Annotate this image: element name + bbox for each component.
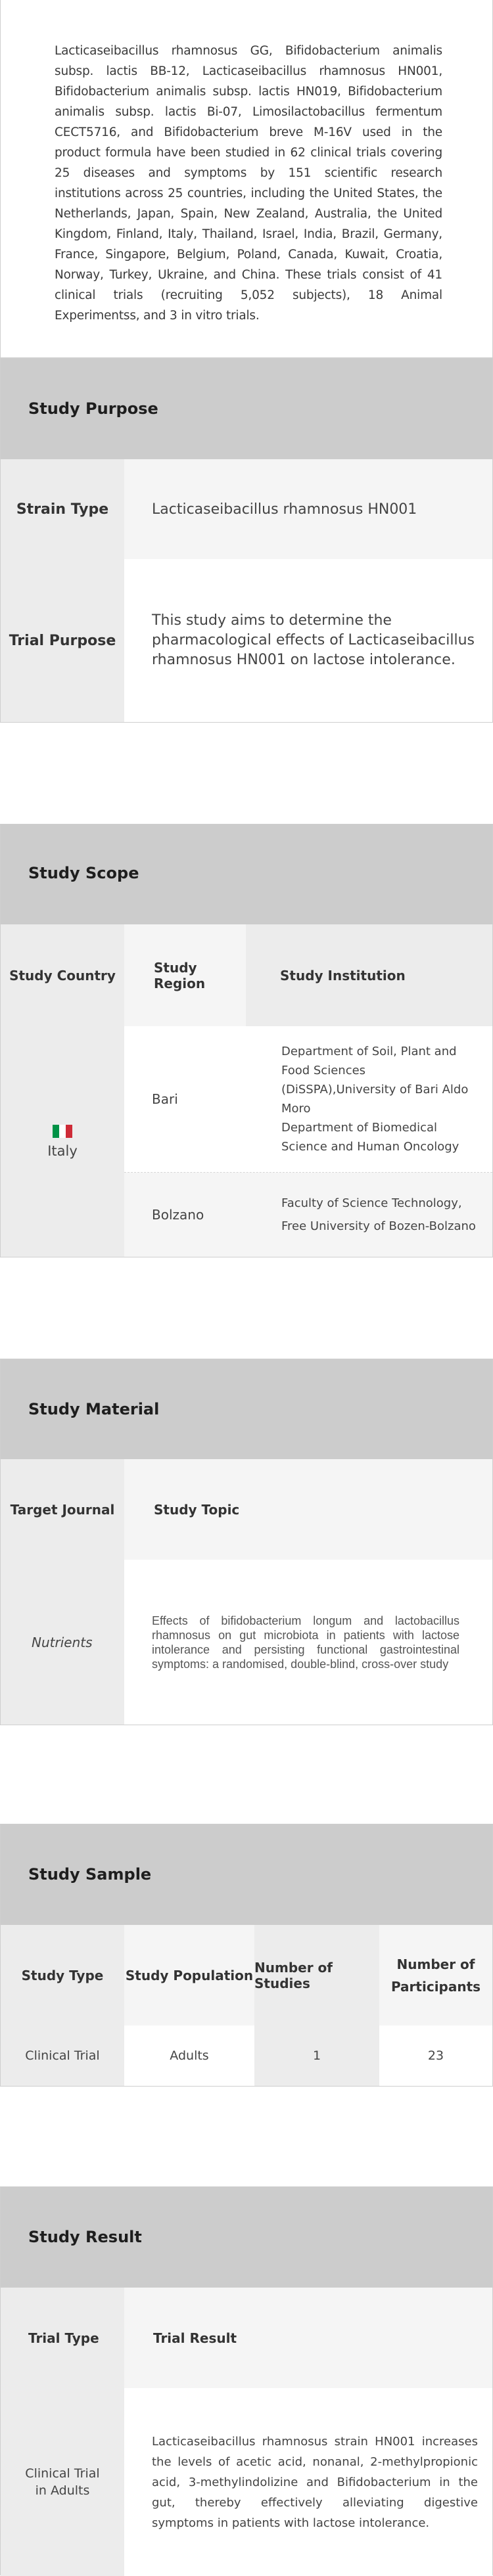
col-study-population: Study Population <box>125 1967 254 1983</box>
col-study-type: Study Type <box>21 1967 104 1983</box>
study-purpose-header <box>1 359 492 459</box>
col-trial-result: Trial Result <box>153 2330 237 2346</box>
journal-cell <box>1 1560 124 1725</box>
col-trial-type-cell <box>1 2288 124 2388</box>
trial-type-value: Clinical Trial in Adults <box>25 2466 100 2498</box>
trial-result-cell <box>124 2388 492 2576</box>
country-cell <box>1 1026 124 1257</box>
trial-purpose-value-cell <box>124 559 492 722</box>
study-purpose-section <box>0 358 493 723</box>
study-scope-header <box>1 825 492 924</box>
intro-section <box>0 0 493 358</box>
italy-flag-icon <box>53 1125 72 1138</box>
trial-result-value: Lacticaseibacillus rhamnosus strain HN001 increases the levels of acetic acid, nonanal, 2-methylpropionic acid, 3-methylindolizine and Bifidobacterium in the gut, thereby effectively alleviating digestive symptoms in patients with lactose intolerance. <box>152 2434 478 2530</box>
strain-type-label: Strain Type <box>16 501 109 518</box>
participants-cell <box>379 2025 492 2086</box>
study-material-title: Study Material <box>28 1400 160 1418</box>
col-journal-cell <box>1 1459 124 1560</box>
study-material-section <box>0 1359 493 1725</box>
topic-cell <box>124 1560 492 1725</box>
trial-purpose-label: Trial Purpose <box>9 632 116 649</box>
study-scope-section <box>0 824 493 1257</box>
col-country-cell <box>1 924 124 1026</box>
strain-type-value-cell <box>124 459 492 559</box>
col-participants-cell <box>379 1925 492 2025</box>
country-name: Italy <box>47 1142 78 1159</box>
region-bolzano-cell <box>124 1173 246 1257</box>
col-institution-cell <box>246 924 492 1026</box>
study-scope-title: Study Scope <box>28 864 139 882</box>
region-bolzano: Bolzano <box>152 1207 204 1223</box>
study-population-value: Adults <box>170 2048 209 2063</box>
col-journal: Target Journal <box>10 1501 115 1518</box>
number-of-participants-value: 23 <box>427 2048 444 2063</box>
type-cell <box>1 2025 124 2086</box>
study-result-header <box>1 2187 492 2288</box>
institution-bari-cell <box>246 1026 492 1172</box>
study-purpose-title: Study Purpose <box>28 399 158 418</box>
journal-name: Nutrients <box>32 1634 93 1650</box>
region-bari-cell <box>124 1026 246 1172</box>
col-country: Study Country <box>9 967 116 983</box>
study-result-section <box>0 2186 493 2575</box>
col-region-cell <box>124 924 246 1026</box>
study-material-header <box>1 1359 492 1459</box>
col-region: Study Region <box>154 959 206 991</box>
region-bari: Bari <box>152 1091 178 1107</box>
col-topic-cell <box>124 1459 492 1560</box>
col-number-of-participants: Number of Participants <box>390 1956 481 1995</box>
col-type-cell <box>1 1925 124 2025</box>
study-sample-section <box>0 1824 493 2087</box>
col-number-of-studies: Number of Studies <box>254 1959 333 1991</box>
study-type-value: Clinical Trial <box>25 2048 100 2063</box>
intro-text: Lacticaseibacillus rhamnosus GG, Bifidobacterium animalis subsp. lactis BB-12, Lacticaseibacillus rhamnosus HN001, Bifidobacterium animalis subsp. lactis HN019, Bifidobacterium animalis subsp. lactis Bi-07, Limosilactobacillus fermentum CECT5716, and Bifidobacterium breve M-16V used in the product formula have been studied in 62 clinical trials covering 25 diseases and symptoms by 151 scientific research institutions across 25 countries, including the United States, the Netherlands, Japan, Spain, New Zealand, Australia, the United Kingdom, Finland, Italy, Thailand, Israel, India, Brazil, Germany, France, Singapore, Belgium, Poland, Canada, Kuwait, Croatia, Norway, Turkey, Ukraine, and China. These trials consist of 41 clinical trials (recruiting 5,052 subjects), 18 Animal Experimentss, and 3 in vitro trials. <box>55 44 442 323</box>
population-cell <box>124 2025 254 2086</box>
col-population-cell <box>124 1925 254 2025</box>
strain-type-value: Lacticaseibacillus rhamnosus HN001 <box>152 501 417 518</box>
col-topic: Study Topic <box>154 1501 240 1518</box>
col-trial-type: Trial Type <box>28 2330 99 2346</box>
study-result-title: Study Result <box>28 2228 142 2246</box>
topic-text: Effects of bifidobacterium longum and lactobacillus rhamnosus on gut microbiota in patients with lactose intolerance and persisting functional gastrointestinal symptoms: a randomised, double-blind, cross-over study <box>152 1614 459 1671</box>
institution-bolzano: Faculty of Science Technology, Free University of Bozen-Bolzano <box>281 1196 476 1233</box>
trial-purpose-label-cell <box>1 559 124 722</box>
strain-type-label-cell <box>1 459 124 559</box>
institution-bolzano-cell <box>246 1173 492 1257</box>
number-of-studies-value: 1 <box>312 2048 321 2063</box>
trial-purpose-value: This study aims to determine the pharmacological effects of Lacticaseibacillus rhamnosus HN001 on lactose intolerance. <box>152 612 475 668</box>
col-trial-result-cell <box>124 2288 492 2388</box>
col-institution: Study Institution <box>280 967 406 983</box>
studies-cell <box>254 2025 379 2086</box>
trial-type-cell <box>1 2388 124 2576</box>
study-sample-header <box>1 1824 492 1925</box>
study-sample-title: Study Sample <box>28 1865 152 1884</box>
col-studies-cell <box>254 1925 379 2025</box>
institution-bari-1: Department of Soil, Plant and Food Sciences (DiSSPA),University of Bari Aldo Moro <box>281 1045 469 1116</box>
institution-bari-2: Department of Biomedical Science and Human Oncology <box>281 1121 459 1154</box>
